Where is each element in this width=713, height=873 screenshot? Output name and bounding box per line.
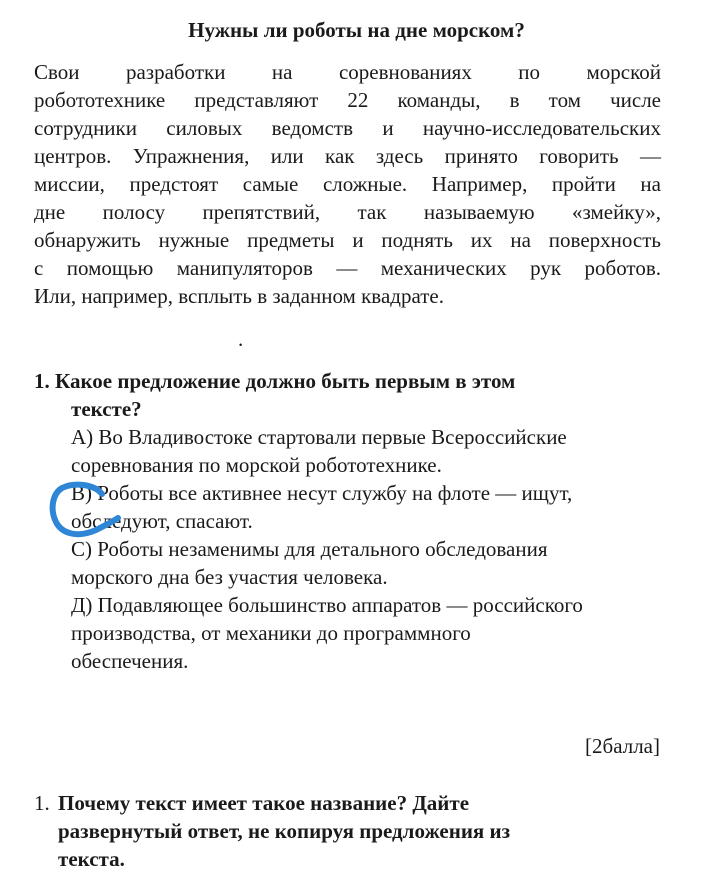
question-2-line: текста. — [58, 847, 125, 871]
paragraph-line: центров. Упражнения, или как здесь принято говорить — — [34, 144, 661, 168]
question-1-text: 1. Какое предложение должно быть первым в этом — [34, 369, 516, 393]
question-1-text-cont: тексте? — [71, 397, 142, 421]
question-2-line: развернутый ответ, не копируя предложения из — [58, 819, 511, 843]
option-c-line: С) Роботы незаменимы для детального обследования — [71, 537, 548, 561]
score-label: [2балла] — [585, 734, 660, 758]
option-a-line: соревнования по морской робототехнике. — [71, 453, 442, 477]
reading-paragraph — [34, 58, 661, 310]
option-d-line: обеспечения. — [71, 649, 189, 673]
paragraph-line: Свои разработки на соревнованиях по морской — [34, 60, 661, 84]
paragraph-line: дне полосу препятствий, так называемую «змейку», — [34, 200, 661, 224]
question-2-line — [34, 789, 674, 817]
option-b-line: обследуют, спасают. — [71, 509, 253, 533]
paragraph-line: Или, например, всплыть в заданном квадрате. — [34, 284, 444, 308]
option-b-line: В) Роботы все активнее несут службу на флоте — ищут, — [71, 481, 573, 505]
hand-drawn-mark-icon — [44, 478, 124, 548]
paragraph-line: с помощью манипуляторов — механических рук роботов. — [34, 256, 661, 280]
option-a-line: А) Во Владивостоке стартовали первые Всероссийские — [71, 425, 567, 449]
paragraph-line: миссии, предстоят самые сложные. Например, пройти на — [34, 172, 661, 196]
page-title: Нужны ли роботы на дне морском? — [188, 18, 525, 42]
question-1-options — [71, 423, 671, 675]
paragraph-line: робототехнике представляют 22 команды, в том числе — [34, 88, 661, 112]
paragraph-line: обнаружить нужные предметы и поднять их на поверхность — [34, 228, 661, 252]
question-2-number: 1. — [34, 791, 50, 815]
question-2 — [34, 789, 674, 873]
option-d-line: производства, от механики до программного — [71, 621, 471, 645]
option-c-line: морского дна без участия человека. — [71, 565, 388, 589]
paragraph-line: сотрудники силовых ведомств и научно-исследовательских — [34, 116, 661, 140]
question-2-text: Почему текст имеет такое название? Дайте — [58, 791, 470, 815]
separator-dot: . — [238, 327, 244, 351]
option-d-line: Д) Подавляющее большинство аппаратов — российского — [71, 593, 583, 617]
question-1 — [34, 367, 674, 423]
